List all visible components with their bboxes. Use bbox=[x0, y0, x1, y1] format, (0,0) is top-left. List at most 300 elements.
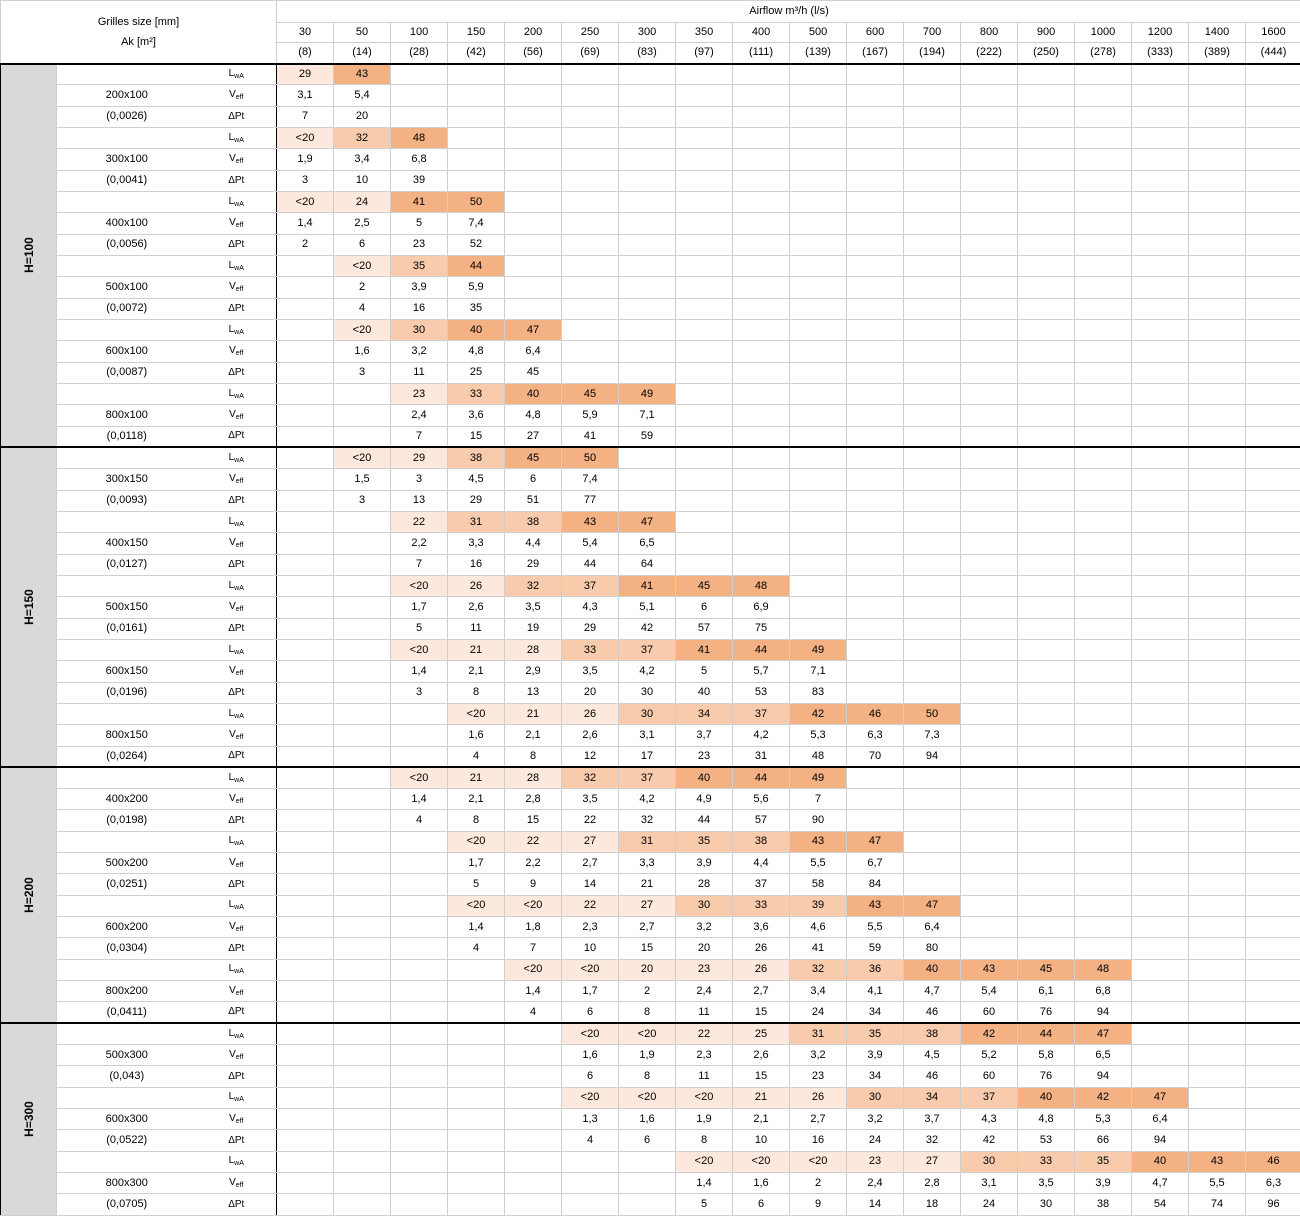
value-dpt: 15 bbox=[505, 810, 562, 831]
value-dpt: 53 bbox=[1018, 1130, 1075, 1151]
grille-spacer bbox=[57, 1087, 197, 1108]
empty-cell bbox=[619, 85, 676, 106]
empty-cell bbox=[1132, 362, 1189, 383]
empty-cell bbox=[619, 1194, 676, 1215]
empty-cell bbox=[277, 959, 334, 980]
value-lwa: 45 bbox=[562, 383, 619, 404]
empty-cell bbox=[1246, 725, 1300, 746]
value-lwa: 48 bbox=[391, 127, 448, 148]
table-row-lwa bbox=[1, 575, 1300, 596]
param-symbol: L bbox=[229, 835, 235, 846]
table-row-dpt bbox=[1, 426, 1300, 447]
empty-cell bbox=[676, 106, 733, 127]
empty-cell bbox=[391, 1066, 448, 1087]
grille-spacer bbox=[57, 831, 197, 852]
empty-cell bbox=[1246, 511, 1300, 532]
value-veff: 1,3 bbox=[562, 1109, 619, 1130]
empty-cell bbox=[277, 554, 334, 575]
grille-spacer bbox=[57, 511, 197, 532]
empty-cell bbox=[1075, 383, 1132, 404]
empty-cell bbox=[1189, 703, 1246, 724]
table-row-lwa bbox=[1, 703, 1300, 724]
table-row-dpt bbox=[1, 1194, 1300, 1215]
empty-cell bbox=[904, 277, 961, 298]
empty-cell bbox=[847, 213, 904, 234]
param-label-veff bbox=[197, 1109, 277, 1130]
value-veff: 3,5 bbox=[1018, 1173, 1075, 1194]
empty-cell bbox=[1189, 981, 1246, 1002]
empty-cell bbox=[790, 191, 847, 212]
empty-cell bbox=[619, 319, 676, 340]
grille-size: 600x100 bbox=[57, 341, 197, 362]
empty-cell bbox=[1189, 810, 1246, 831]
value-dpt: 19 bbox=[505, 618, 562, 639]
value-lwa: <20 bbox=[676, 1151, 733, 1172]
grille-spacer bbox=[57, 255, 197, 276]
param-label-veff bbox=[197, 981, 277, 1002]
value-veff: 6,5 bbox=[619, 533, 676, 554]
empty-cell bbox=[904, 149, 961, 170]
empty-cell bbox=[1189, 1087, 1246, 1108]
value-dpt: 54 bbox=[1132, 1194, 1189, 1215]
value-veff: 5,5 bbox=[790, 853, 847, 874]
value-lwa: 38 bbox=[733, 831, 790, 852]
grille-spacer bbox=[57, 1023, 197, 1044]
value-lwa: 30 bbox=[961, 1151, 1018, 1172]
empty-cell bbox=[790, 597, 847, 618]
empty-cell bbox=[334, 1023, 391, 1044]
value-lwa: 32 bbox=[334, 127, 391, 148]
group-label-text: H=150 bbox=[22, 590, 34, 626]
empty-cell bbox=[1132, 853, 1189, 874]
table-row-dpt bbox=[1, 298, 1300, 319]
empty-cell bbox=[1246, 703, 1300, 724]
value-lwa: 43 bbox=[961, 959, 1018, 980]
value-lwa: 27 bbox=[904, 1151, 961, 1172]
empty-cell bbox=[1189, 106, 1246, 127]
empty-cell bbox=[562, 170, 619, 191]
param-label-dpt bbox=[197, 938, 277, 959]
value-dpt: 45 bbox=[505, 362, 562, 383]
value-lwa: 38 bbox=[448, 447, 505, 468]
empty-cell bbox=[448, 1066, 505, 1087]
param-symbol: V bbox=[229, 409, 236, 420]
empty-cell bbox=[1018, 277, 1075, 298]
grille-size: 800x200 bbox=[57, 981, 197, 1002]
param-symbol: L bbox=[229, 1091, 235, 1102]
empty-cell bbox=[1018, 853, 1075, 874]
empty-cell bbox=[733, 255, 790, 276]
empty-cell bbox=[1246, 661, 1300, 682]
empty-cell bbox=[1189, 575, 1246, 596]
empty-cell bbox=[1075, 746, 1132, 767]
value-lwa: <20 bbox=[448, 703, 505, 724]
empty-cell bbox=[790, 447, 847, 468]
grille-ak: (0,0072) bbox=[57, 298, 197, 319]
empty-cell bbox=[847, 319, 904, 340]
empty-cell bbox=[277, 362, 334, 383]
table-row-lwa bbox=[1, 511, 1300, 532]
value-lwa: 34 bbox=[904, 1087, 961, 1108]
empty-cell bbox=[505, 170, 562, 191]
empty-cell bbox=[277, 533, 334, 554]
empty-cell bbox=[277, 661, 334, 682]
empty-cell bbox=[961, 405, 1018, 426]
empty-cell bbox=[391, 874, 448, 895]
empty-cell bbox=[733, 319, 790, 340]
empty-cell bbox=[505, 191, 562, 212]
empty-cell bbox=[448, 85, 505, 106]
value-dpt: 30 bbox=[619, 682, 676, 703]
value-lwa: 45 bbox=[676, 575, 733, 596]
value-lwa: <20 bbox=[676, 1087, 733, 1108]
value-veff: 3,2 bbox=[676, 917, 733, 938]
empty-cell bbox=[619, 213, 676, 234]
grille-spacer bbox=[57, 767, 197, 788]
empty-cell bbox=[1132, 1066, 1189, 1087]
empty-cell bbox=[1132, 981, 1189, 1002]
empty-cell bbox=[961, 533, 1018, 554]
empty-cell bbox=[1132, 639, 1189, 660]
empty-cell bbox=[961, 703, 1018, 724]
param-symbol: L bbox=[229, 963, 235, 974]
airflow-m3h-header: 200 bbox=[505, 23, 562, 43]
value-dpt: 7 bbox=[505, 938, 562, 959]
table-row-veff bbox=[1, 469, 1300, 490]
empty-cell bbox=[676, 447, 733, 468]
empty-cell bbox=[1132, 831, 1189, 852]
value-dpt: 34 bbox=[847, 1002, 904, 1023]
empty-cell bbox=[619, 1151, 676, 1172]
airflow-m3h-header: 600 bbox=[847, 23, 904, 43]
airflow-ls-header: (222) bbox=[961, 43, 1018, 64]
empty-cell bbox=[277, 981, 334, 1002]
param-symbol: L bbox=[229, 388, 235, 399]
empty-cell bbox=[1246, 213, 1300, 234]
empty-cell bbox=[904, 64, 961, 85]
grille-size: 300x150 bbox=[57, 469, 197, 490]
empty-cell bbox=[1189, 298, 1246, 319]
empty-cell bbox=[619, 127, 676, 148]
empty-cell bbox=[904, 191, 961, 212]
empty-cell bbox=[904, 682, 961, 703]
empty-cell bbox=[1132, 789, 1189, 810]
empty-cell bbox=[277, 319, 334, 340]
empty-cell bbox=[847, 810, 904, 831]
value-veff: 5,4 bbox=[562, 533, 619, 554]
empty-cell bbox=[904, 767, 961, 788]
empty-cell bbox=[904, 255, 961, 276]
param-label-lwa bbox=[197, 1023, 277, 1044]
value-dpt: 11 bbox=[448, 618, 505, 639]
empty-cell bbox=[1075, 149, 1132, 170]
value-veff: 4,1 bbox=[847, 981, 904, 1002]
value-veff: 5,3 bbox=[790, 725, 847, 746]
empty-cell bbox=[448, 106, 505, 127]
value-dpt: 46 bbox=[904, 1066, 961, 1087]
empty-cell bbox=[847, 469, 904, 490]
empty-cell bbox=[1075, 255, 1132, 276]
empty-cell bbox=[1246, 554, 1300, 575]
empty-cell bbox=[1075, 575, 1132, 596]
empty-cell bbox=[562, 191, 619, 212]
grille-spacer bbox=[57, 447, 197, 468]
empty-cell bbox=[1189, 170, 1246, 191]
empty-cell bbox=[505, 149, 562, 170]
empty-cell bbox=[1189, 959, 1246, 980]
param-subscript: wA bbox=[234, 585, 244, 592]
param-label-veff bbox=[197, 1045, 277, 1066]
param-symbol: ΔPt bbox=[228, 1135, 244, 1146]
value-lwa: 23 bbox=[676, 959, 733, 980]
empty-cell bbox=[904, 127, 961, 148]
param-subscript: wA bbox=[234, 713, 244, 720]
empty-cell bbox=[1018, 170, 1075, 191]
grille-ak: (0,0026) bbox=[57, 106, 197, 127]
empty-cell bbox=[1018, 298, 1075, 319]
value-dpt: 3 bbox=[334, 490, 391, 511]
empty-cell bbox=[1246, 959, 1300, 980]
empty-cell bbox=[1132, 149, 1189, 170]
empty-cell bbox=[391, 1045, 448, 1066]
empty-cell bbox=[1132, 938, 1189, 959]
param-symbol: ΔPt bbox=[228, 495, 244, 506]
param-symbol: ΔPt bbox=[228, 687, 244, 698]
empty-cell bbox=[733, 426, 790, 447]
empty-cell bbox=[277, 426, 334, 447]
empty-cell bbox=[1246, 426, 1300, 447]
value-veff: 2,4 bbox=[391, 405, 448, 426]
table-row-dpt bbox=[1, 106, 1300, 127]
value-veff: 6,8 bbox=[1075, 981, 1132, 1002]
table-row-veff bbox=[1, 853, 1300, 874]
grille-size: 800x100 bbox=[57, 405, 197, 426]
airflow-ls-header: (111) bbox=[733, 43, 790, 64]
empty-cell bbox=[1132, 1023, 1189, 1044]
value-veff: 2,5 bbox=[334, 213, 391, 234]
group-label bbox=[1, 64, 57, 448]
empty-cell bbox=[619, 341, 676, 362]
empty-cell bbox=[904, 85, 961, 106]
param-subscript: wA bbox=[234, 201, 244, 208]
value-veff: 1,4 bbox=[277, 213, 334, 234]
empty-cell bbox=[1246, 447, 1300, 468]
value-veff: 4,4 bbox=[733, 853, 790, 874]
value-veff: 3,4 bbox=[790, 981, 847, 1002]
value-dpt: 32 bbox=[904, 1130, 961, 1151]
param-subscript: wA bbox=[234, 1160, 244, 1167]
grille-spacer bbox=[57, 1151, 197, 1172]
value-dpt: 41 bbox=[790, 938, 847, 959]
empty-cell bbox=[277, 831, 334, 852]
value-dpt: 15 bbox=[733, 1066, 790, 1087]
empty-cell bbox=[904, 234, 961, 255]
empty-cell bbox=[847, 170, 904, 191]
grille-spacer bbox=[57, 575, 197, 596]
empty-cell bbox=[277, 277, 334, 298]
value-lwa: 30 bbox=[391, 319, 448, 340]
empty-cell bbox=[1246, 597, 1300, 618]
empty-cell bbox=[1246, 341, 1300, 362]
value-lwa: 47 bbox=[505, 319, 562, 340]
empty-cell bbox=[1246, 490, 1300, 511]
param-symbol: V bbox=[229, 601, 236, 612]
value-lwa: 41 bbox=[619, 575, 676, 596]
empty-cell bbox=[847, 618, 904, 639]
table-row-veff bbox=[1, 1045, 1300, 1066]
table-row-dpt bbox=[1, 490, 1300, 511]
empty-cell bbox=[1189, 255, 1246, 276]
value-dpt: 34 bbox=[847, 1066, 904, 1087]
grille-size: 600x150 bbox=[57, 661, 197, 682]
empty-cell bbox=[1189, 661, 1246, 682]
empty-cell bbox=[961, 746, 1018, 767]
empty-cell bbox=[904, 490, 961, 511]
empty-cell bbox=[961, 341, 1018, 362]
param-symbol: V bbox=[229, 281, 236, 292]
empty-cell bbox=[391, 938, 448, 959]
airflow-m3h-header: 900 bbox=[1018, 23, 1075, 43]
param-symbol: ΔPt bbox=[228, 175, 244, 186]
value-lwa: 26 bbox=[790, 1087, 847, 1108]
empty-cell bbox=[1189, 1002, 1246, 1023]
param-label-veff bbox=[197, 661, 277, 682]
value-lwa: 50 bbox=[562, 447, 619, 468]
param-subscript: wA bbox=[234, 968, 244, 975]
value-dpt: 7 bbox=[391, 554, 448, 575]
param-symbol: V bbox=[229, 665, 236, 676]
param-symbol: ΔPt bbox=[228, 879, 244, 890]
param-label-lwa bbox=[197, 383, 277, 404]
value-lwa: 49 bbox=[619, 383, 676, 404]
value-dpt: 23 bbox=[391, 234, 448, 255]
empty-cell bbox=[391, 703, 448, 724]
empty-cell bbox=[904, 426, 961, 447]
param-symbol: L bbox=[229, 580, 235, 591]
value-dpt: 76 bbox=[1018, 1002, 1075, 1023]
value-dpt: 6 bbox=[733, 1194, 790, 1215]
empty-cell bbox=[619, 149, 676, 170]
param-label-lwa bbox=[197, 127, 277, 148]
table-row-lwa bbox=[1, 64, 1300, 85]
grille-spacer bbox=[57, 64, 197, 85]
value-lwa: 22 bbox=[676, 1023, 733, 1044]
value-dpt: 21 bbox=[619, 874, 676, 895]
empty-cell bbox=[961, 85, 1018, 106]
empty-cell bbox=[904, 341, 961, 362]
param-symbol: L bbox=[229, 899, 235, 910]
empty-cell bbox=[847, 661, 904, 682]
value-dpt: 4 bbox=[334, 298, 391, 319]
empty-cell bbox=[790, 64, 847, 85]
value-lwa: 44 bbox=[733, 639, 790, 660]
empty-cell bbox=[1132, 490, 1189, 511]
empty-cell bbox=[904, 511, 961, 532]
empty-cell bbox=[847, 341, 904, 362]
value-lwa: 33 bbox=[448, 383, 505, 404]
value-dpt: 13 bbox=[391, 490, 448, 511]
grille-ak: (0,0196) bbox=[57, 682, 197, 703]
airflow-m3h-header: 1400 bbox=[1189, 23, 1246, 43]
value-veff: 6,9 bbox=[733, 597, 790, 618]
param-symbol: V bbox=[229, 921, 236, 932]
empty-cell bbox=[1132, 533, 1189, 554]
value-lwa: <20 bbox=[334, 255, 391, 276]
empty-cell bbox=[790, 362, 847, 383]
value-veff: 3,5 bbox=[505, 597, 562, 618]
empty-cell bbox=[961, 170, 1018, 191]
value-dpt: 4 bbox=[562, 1130, 619, 1151]
empty-cell bbox=[1189, 874, 1246, 895]
value-veff: 6,7 bbox=[847, 853, 904, 874]
empty-cell bbox=[505, 1045, 562, 1066]
empty-cell bbox=[505, 106, 562, 127]
value-lwa: 44 bbox=[733, 767, 790, 788]
value-veff: 2,6 bbox=[562, 725, 619, 746]
empty-cell bbox=[961, 639, 1018, 660]
empty-cell bbox=[1018, 639, 1075, 660]
empty-cell bbox=[1018, 341, 1075, 362]
value-veff: 7,4 bbox=[448, 213, 505, 234]
airflow-m3h-header: 1200 bbox=[1132, 23, 1189, 43]
value-lwa: <20 bbox=[619, 1087, 676, 1108]
value-veff: 5,8 bbox=[1018, 1045, 1075, 1066]
empty-cell bbox=[1189, 447, 1246, 468]
param-subscript: wA bbox=[234, 649, 244, 656]
value-lwa: 28 bbox=[505, 767, 562, 788]
value-lwa: 42 bbox=[1075, 1087, 1132, 1108]
empty-cell bbox=[847, 511, 904, 532]
empty-cell bbox=[1075, 725, 1132, 746]
value-lwa: <20 bbox=[277, 127, 334, 148]
table-row-veff bbox=[1, 1173, 1300, 1194]
empty-cell bbox=[448, 981, 505, 1002]
value-dpt: 30 bbox=[1018, 1194, 1075, 1215]
param-subscript: wA bbox=[234, 777, 244, 784]
value-dpt: 44 bbox=[676, 810, 733, 831]
param-label-dpt bbox=[197, 298, 277, 319]
empty-cell bbox=[505, 1023, 562, 1044]
grille-ak: (0,0093) bbox=[57, 490, 197, 511]
empty-cell bbox=[505, 1130, 562, 1151]
param-subscript: wA bbox=[234, 904, 244, 911]
ak-label: Ak [m²] bbox=[1, 32, 276, 52]
value-lwa: 48 bbox=[733, 575, 790, 596]
value-dpt: 20 bbox=[562, 682, 619, 703]
empty-cell bbox=[391, 959, 448, 980]
param-symbol: V bbox=[229, 857, 236, 868]
empty-cell bbox=[790, 426, 847, 447]
param-label-veff bbox=[197, 917, 277, 938]
value-veff: 3,9 bbox=[676, 853, 733, 874]
param-symbol: ΔPt bbox=[228, 1199, 244, 1210]
value-veff: 3,1 bbox=[619, 725, 676, 746]
value-veff: 2,6 bbox=[733, 1045, 790, 1066]
value-dpt: 15 bbox=[733, 1002, 790, 1023]
empty-cell bbox=[1246, 938, 1300, 959]
grille-size: 200x100 bbox=[57, 85, 197, 106]
table-row-veff bbox=[1, 1109, 1300, 1130]
value-lwa: 23 bbox=[847, 1151, 904, 1172]
empty-cell bbox=[1189, 1023, 1246, 1044]
value-veff: 2,3 bbox=[676, 1045, 733, 1066]
table-row-dpt bbox=[1, 618, 1300, 639]
empty-cell bbox=[448, 1151, 505, 1172]
empty-cell bbox=[448, 959, 505, 980]
empty-cell bbox=[277, 703, 334, 724]
empty-cell bbox=[676, 127, 733, 148]
empty-cell bbox=[334, 1173, 391, 1194]
